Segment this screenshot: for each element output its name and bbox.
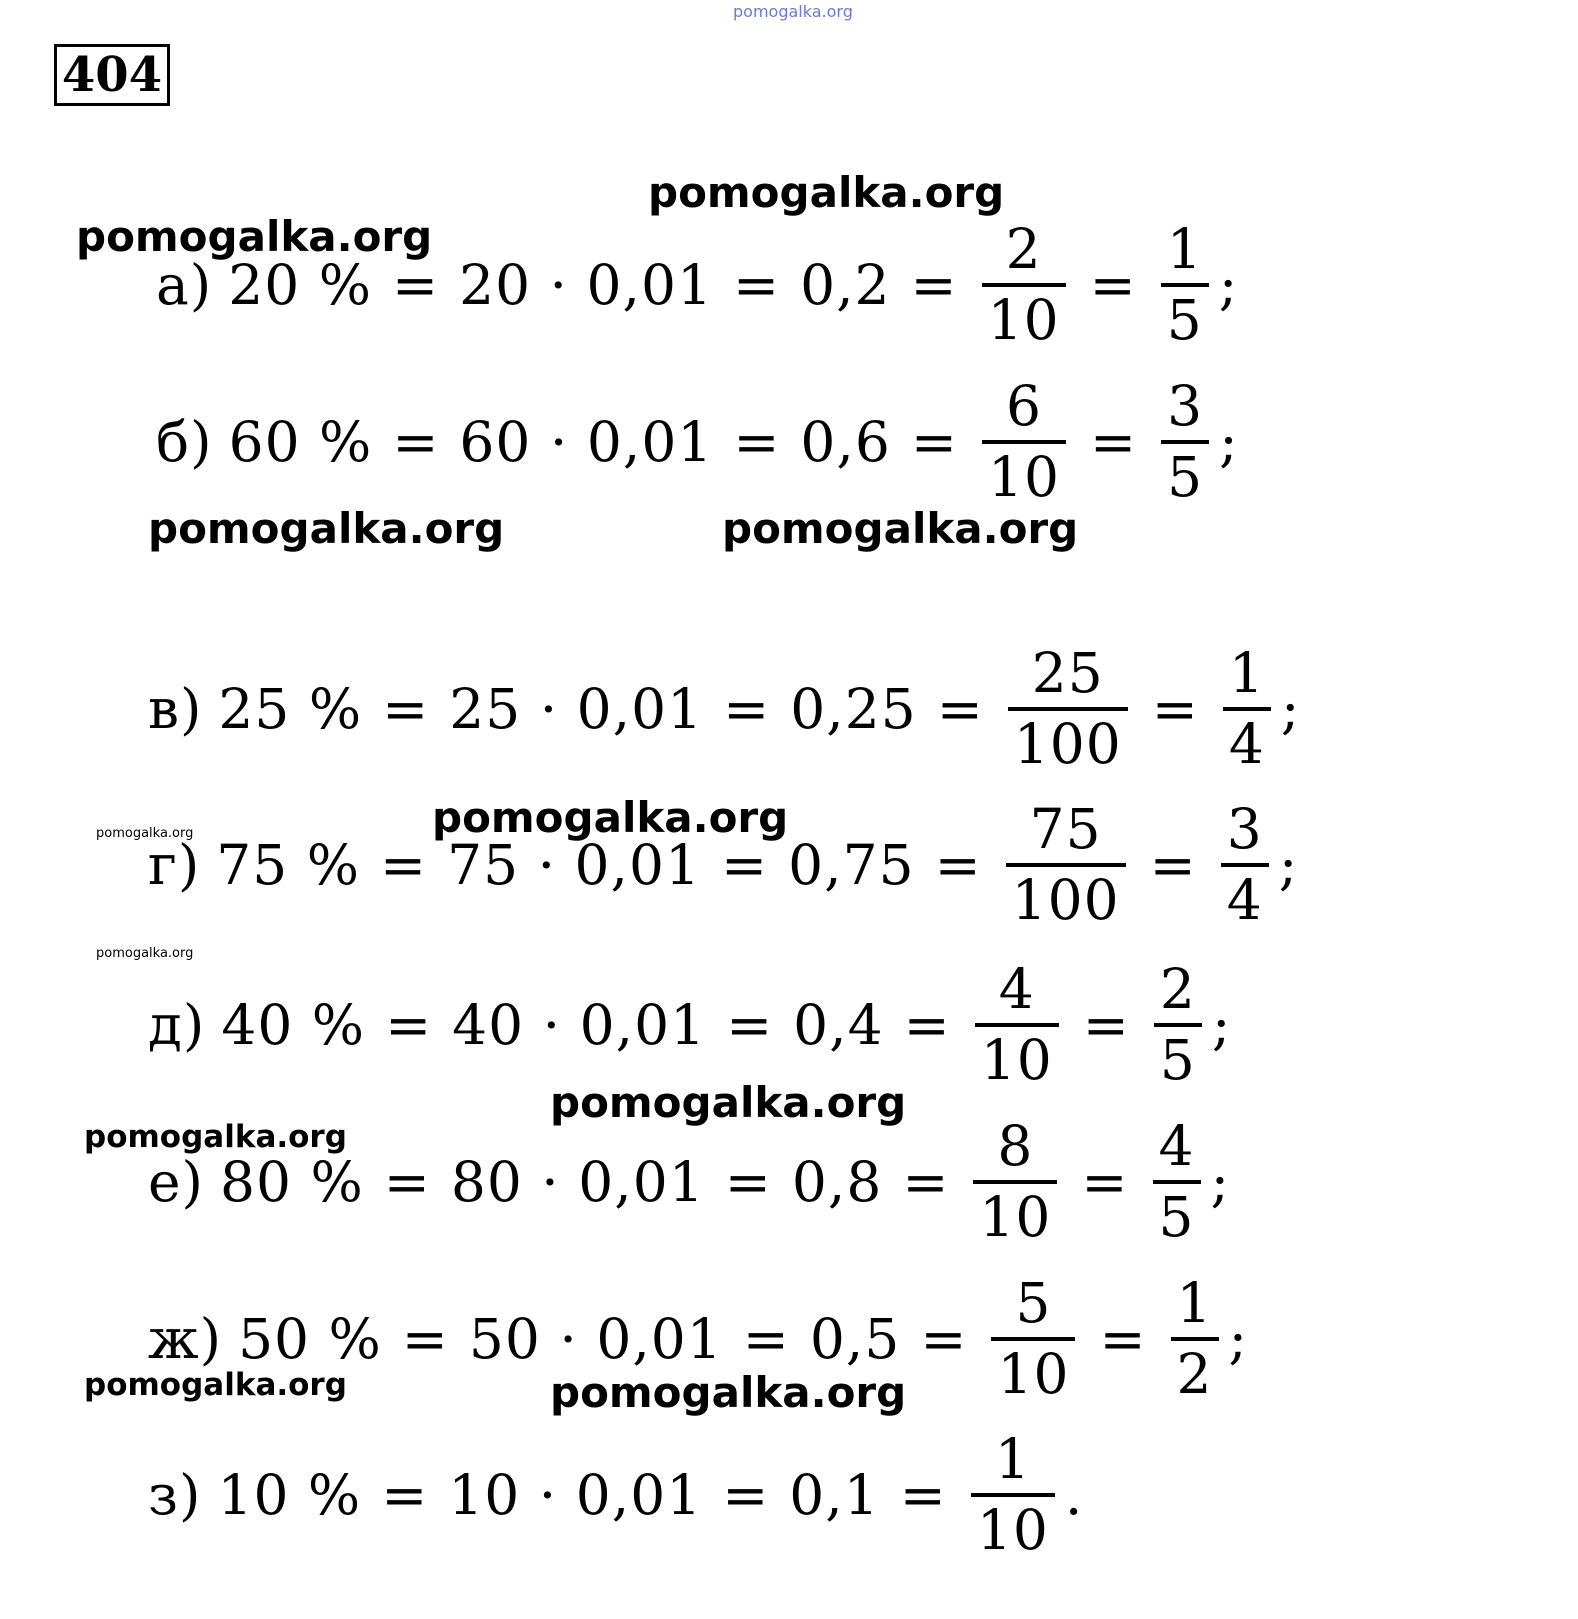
equation-g: г) 75 % = 75 · 0,01 = 0,75 = $\frac{75}{100}$ = $\frac{3}{4}$ ; bbox=[148, 796, 1299, 932]
decimal: 0,8 bbox=[791, 1150, 883, 1214]
equation-z: з) 10 % = 10 · 0,01 = 0,1 = $\frac{1}{10}$ . bbox=[148, 1426, 1084, 1562]
fraction: $\frac{8}{10}$ bbox=[973, 1117, 1057, 1248]
watermark: pomogalka.org bbox=[96, 946, 194, 961]
percent: 50 % bbox=[238, 1307, 382, 1371]
watermark: pomogalka.org bbox=[148, 504, 505, 553]
percent: 25 % bbox=[218, 677, 363, 741]
watermark: pomogalka.org bbox=[722, 504, 1079, 553]
product: 50 · 0,01 bbox=[468, 1307, 723, 1371]
fraction-reduced: $\frac{1}{2}$ bbox=[1171, 1274, 1219, 1405]
watermark: pomogalka.org bbox=[76, 212, 433, 261]
product: 25 · 0,01 bbox=[449, 677, 704, 741]
equation-a: а) 20 % = 20 · 0,01 = 0,2 = $\frac{2}{10}$ = $\frac{1}{5}$ ; bbox=[156, 216, 1239, 352]
fraction-reduced: $\frac{1}{5}$ bbox=[1161, 220, 1209, 351]
product: 60 · 0,01 bbox=[459, 410, 714, 474]
equation-zh: ж) 50 % = 50 · 0,01 = 0,5 = $\frac{5}{10}$ = $\frac{1}{2}$ ; bbox=[148, 1270, 1249, 1406]
decimal: 0,2 bbox=[800, 253, 891, 317]
percent: 60 % bbox=[228, 410, 373, 474]
percent: 10 % bbox=[217, 1463, 362, 1527]
fraction-reduced: $\frac{2}{5}$ bbox=[1154, 960, 1202, 1091]
fraction-reduced: $\frac{3}{4}$ bbox=[1221, 800, 1269, 931]
product: 20 · 0,01 bbox=[459, 253, 713, 317]
watermark: pomogalka.org bbox=[432, 793, 789, 842]
watermark: pomogalka.org bbox=[84, 1367, 347, 1403]
watermark: pomogalka.org bbox=[550, 1078, 907, 1127]
decimal: 0,25 bbox=[790, 677, 917, 741]
equation-label: г) bbox=[148, 833, 201, 897]
equation-b: б) 60 % = 60 · 0,01 = 0,6 = $\frac{6}{10}$ = $\frac{3}{5}$ ; bbox=[156, 373, 1239, 509]
percent: 75 % bbox=[216, 833, 361, 897]
decimal: 0,1 bbox=[789, 1463, 880, 1527]
fraction: $\frac{1}{10}$ bbox=[971, 1430, 1055, 1561]
product: 75 · 0,01 bbox=[447, 833, 702, 897]
fraction: $\frac{25}{100}$ bbox=[1008, 644, 1128, 775]
watermark: pomogalka.org bbox=[84, 1119, 347, 1155]
equation-label: в) bbox=[148, 677, 203, 741]
equation-label: д) bbox=[148, 993, 206, 1057]
watermark: pomogalka.org bbox=[550, 1368, 907, 1417]
percent: 80 % bbox=[220, 1150, 364, 1214]
equation-label: е) bbox=[148, 1150, 205, 1214]
product: 40 · 0,01 bbox=[452, 993, 707, 1057]
percent: 40 % bbox=[221, 993, 366, 1057]
equation-e: е) 80 % = 80 · 0,01 = 0,8 = $\frac{8}{10}$ = $\frac{4}{5}$ ; bbox=[148, 1113, 1231, 1249]
decimal: 0,4 bbox=[793, 993, 884, 1057]
fraction: $\frac{75}{100}$ bbox=[1006, 800, 1126, 931]
problem-number: 404 bbox=[61, 47, 163, 103]
problem-number-box bbox=[54, 44, 170, 106]
fraction: $\frac{6}{10}$ bbox=[982, 377, 1066, 508]
decimal: 0,6 bbox=[800, 410, 891, 474]
equation-d: д) 40 % = 40 · 0,01 = 0,4 = $\frac{4}{10}$ = $\frac{2}{5}$ ; bbox=[148, 956, 1232, 1092]
decimal: 0,5 bbox=[809, 1307, 901, 1371]
watermark: pomogalka.org bbox=[648, 168, 1005, 217]
equation-label: б) bbox=[156, 410, 213, 474]
fraction: $\frac{4}{10}$ bbox=[975, 960, 1059, 1091]
decimal: 0,75 bbox=[788, 833, 915, 897]
fraction: $\frac{2}{10}$ bbox=[982, 220, 1066, 351]
fraction-reduced: $\frac{1}{4}$ bbox=[1223, 644, 1271, 775]
fraction: $\frac{5}{10}$ bbox=[991, 1274, 1075, 1405]
product: 10 · 0,01 bbox=[448, 1463, 703, 1527]
equation-label: а) bbox=[156, 253, 213, 317]
watermark: pomogalka.org bbox=[96, 826, 194, 841]
equation-v: в) 25 % = 25 · 0,01 = 0,25 = $\frac{25}{100}$ = $\frac{1}{4}$ ; bbox=[148, 640, 1301, 776]
percent: 20 % bbox=[228, 253, 372, 317]
equation-label: з) bbox=[148, 1463, 202, 1527]
equation-label: ж) bbox=[148, 1307, 223, 1371]
fraction-reduced: $\frac{4}{5}$ bbox=[1153, 1117, 1201, 1248]
watermark-top: pomogalka.org bbox=[733, 2, 853, 21]
product: 80 · 0,01 bbox=[450, 1150, 705, 1214]
fraction-reduced: $\frac{3}{5}$ bbox=[1161, 377, 1209, 508]
